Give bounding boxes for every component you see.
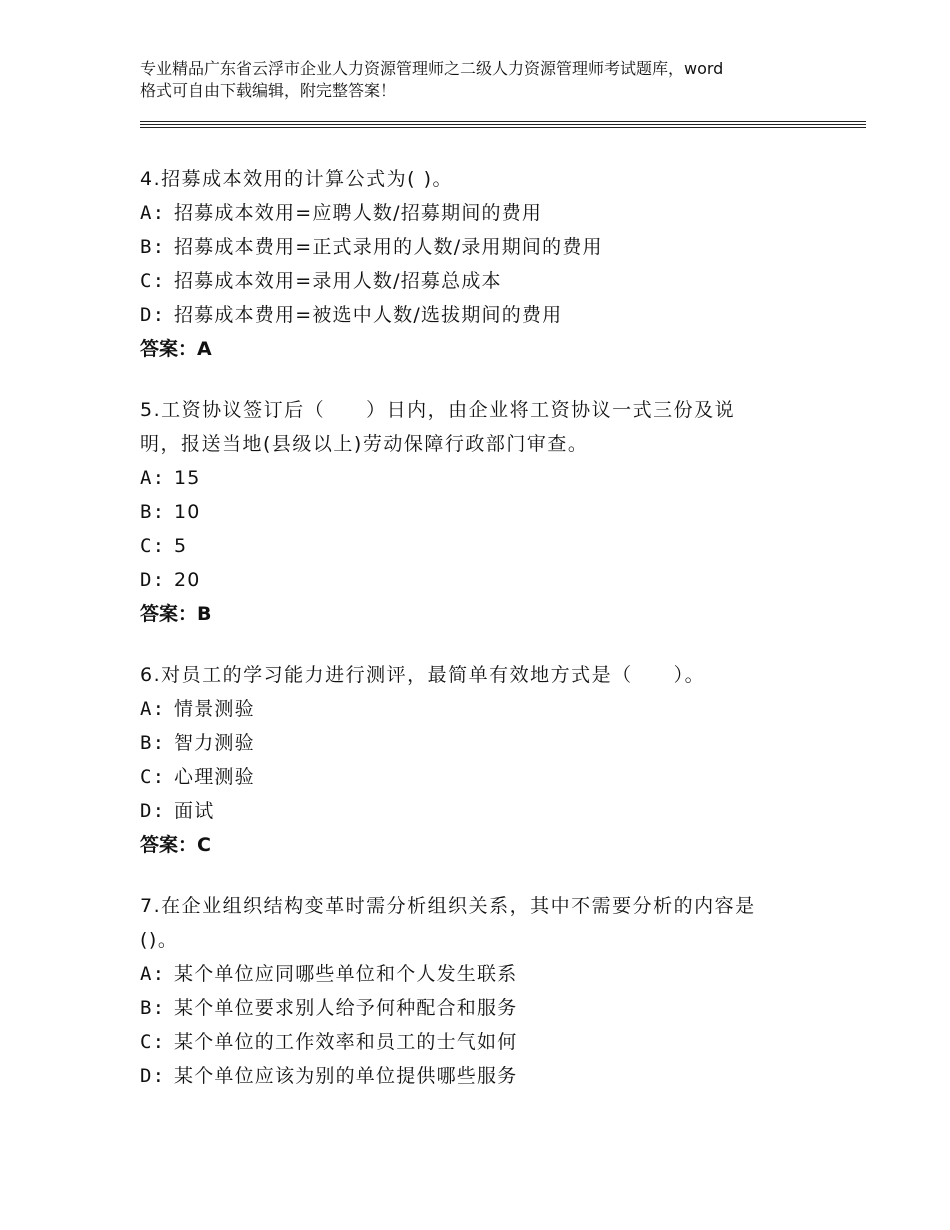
question-item — [140, 658, 860, 862]
option-text: 招募成本效用=录用人数/招募总成本 — [174, 270, 502, 292]
option-text: 某个单位应同哪些单位和个人发生联系 — [174, 963, 518, 985]
question-item — [140, 393, 860, 631]
option-text: 20 — [174, 569, 201, 591]
option-text: 招募成本费用=正式录用的人数/录用期间的费用 — [174, 236, 603, 258]
option-text: 10 — [174, 501, 201, 523]
question-stem-continued: 明，报送当地(县级以上)劳动保障行政部门审查。 — [140, 433, 589, 455]
option-key: D: — [140, 304, 166, 326]
option-key: A: — [140, 963, 166, 985]
answer-label: 答案：B — [140, 603, 212, 625]
option-d — [140, 563, 860, 597]
option-d — [140, 298, 860, 332]
document-header — [140, 58, 840, 102]
header-line-1: 专业精品广东省云浮市企业人力资源管理师之二级人力资源管理师考试题库，word — [140, 59, 724, 78]
question-stem: 4.招募成本效用的计算公式为( )。 — [140, 168, 453, 190]
header-line-2: 格式可自由下载编辑，附完整答案！ — [140, 81, 397, 100]
option-key: B: — [140, 501, 166, 523]
option-a — [140, 692, 860, 726]
option-text: 某个单位要求别人给予何种配合和服务 — [174, 997, 518, 1019]
option-text: 智力测验 — [174, 732, 255, 754]
option-key: D: — [140, 800, 166, 822]
option-text: 招募成本效用=应聘人数/招募期间的费用 — [174, 202, 543, 224]
header-divider — [140, 124, 866, 125]
option-c — [140, 760, 860, 794]
option-text: 面试 — [174, 800, 215, 822]
option-key: D: — [140, 1065, 166, 1087]
option-text: 15 — [174, 467, 201, 489]
option-key: A: — [140, 698, 166, 720]
option-text: 心理测验 — [174, 766, 255, 788]
question-list — [140, 162, 860, 1120]
answer-label: 答案：A — [140, 338, 212, 360]
option-key: B: — [140, 236, 166, 258]
option-c — [140, 529, 860, 563]
option-c — [140, 1025, 860, 1059]
question-stem: 6.对员工的学习能力进行测评，最简单有效地方式是（ ）。 — [140, 664, 706, 686]
option-b — [140, 726, 860, 760]
header-divider — [140, 121, 866, 122]
question-item — [140, 162, 860, 366]
option-text: 某个单位应该为别的单位提供哪些服务 — [174, 1065, 518, 1087]
question-stem-continued: ()。 — [140, 929, 179, 951]
question-stem: 7.在企业组织结构变革时需分析组织关系，其中不需要分析的内容是 — [140, 895, 756, 917]
option-text: 5 — [174, 535, 188, 557]
option-key: A: — [140, 467, 166, 489]
option-text: 情景测验 — [174, 698, 255, 720]
option-a — [140, 196, 860, 230]
option-key: C: — [140, 535, 166, 557]
option-b — [140, 230, 860, 264]
option-text: 招募成本费用=被选中人数/选拔期间的费用 — [174, 304, 563, 326]
option-c — [140, 264, 860, 298]
answer-label: 答案：C — [140, 834, 211, 856]
option-key: A: — [140, 202, 166, 224]
option-d — [140, 794, 860, 828]
option-a — [140, 957, 860, 991]
option-key: C: — [140, 1031, 166, 1053]
question-stem: 5.工资协议签订后（ ）日内，由企业将工资协议一式三份及说 — [140, 399, 736, 421]
option-key: B: — [140, 732, 166, 754]
option-key: C: — [140, 766, 166, 788]
option-key: C: — [140, 270, 166, 292]
option-text: 某个单位的工作效率和员工的士气如何 — [174, 1031, 518, 1053]
option-key: B: — [140, 997, 166, 1019]
option-a — [140, 461, 860, 495]
question-item — [140, 889, 860, 1093]
option-key: D: — [140, 569, 166, 591]
option-b — [140, 495, 860, 529]
option-b — [140, 991, 860, 1025]
option-d — [140, 1059, 860, 1093]
header-divider — [140, 127, 866, 128]
